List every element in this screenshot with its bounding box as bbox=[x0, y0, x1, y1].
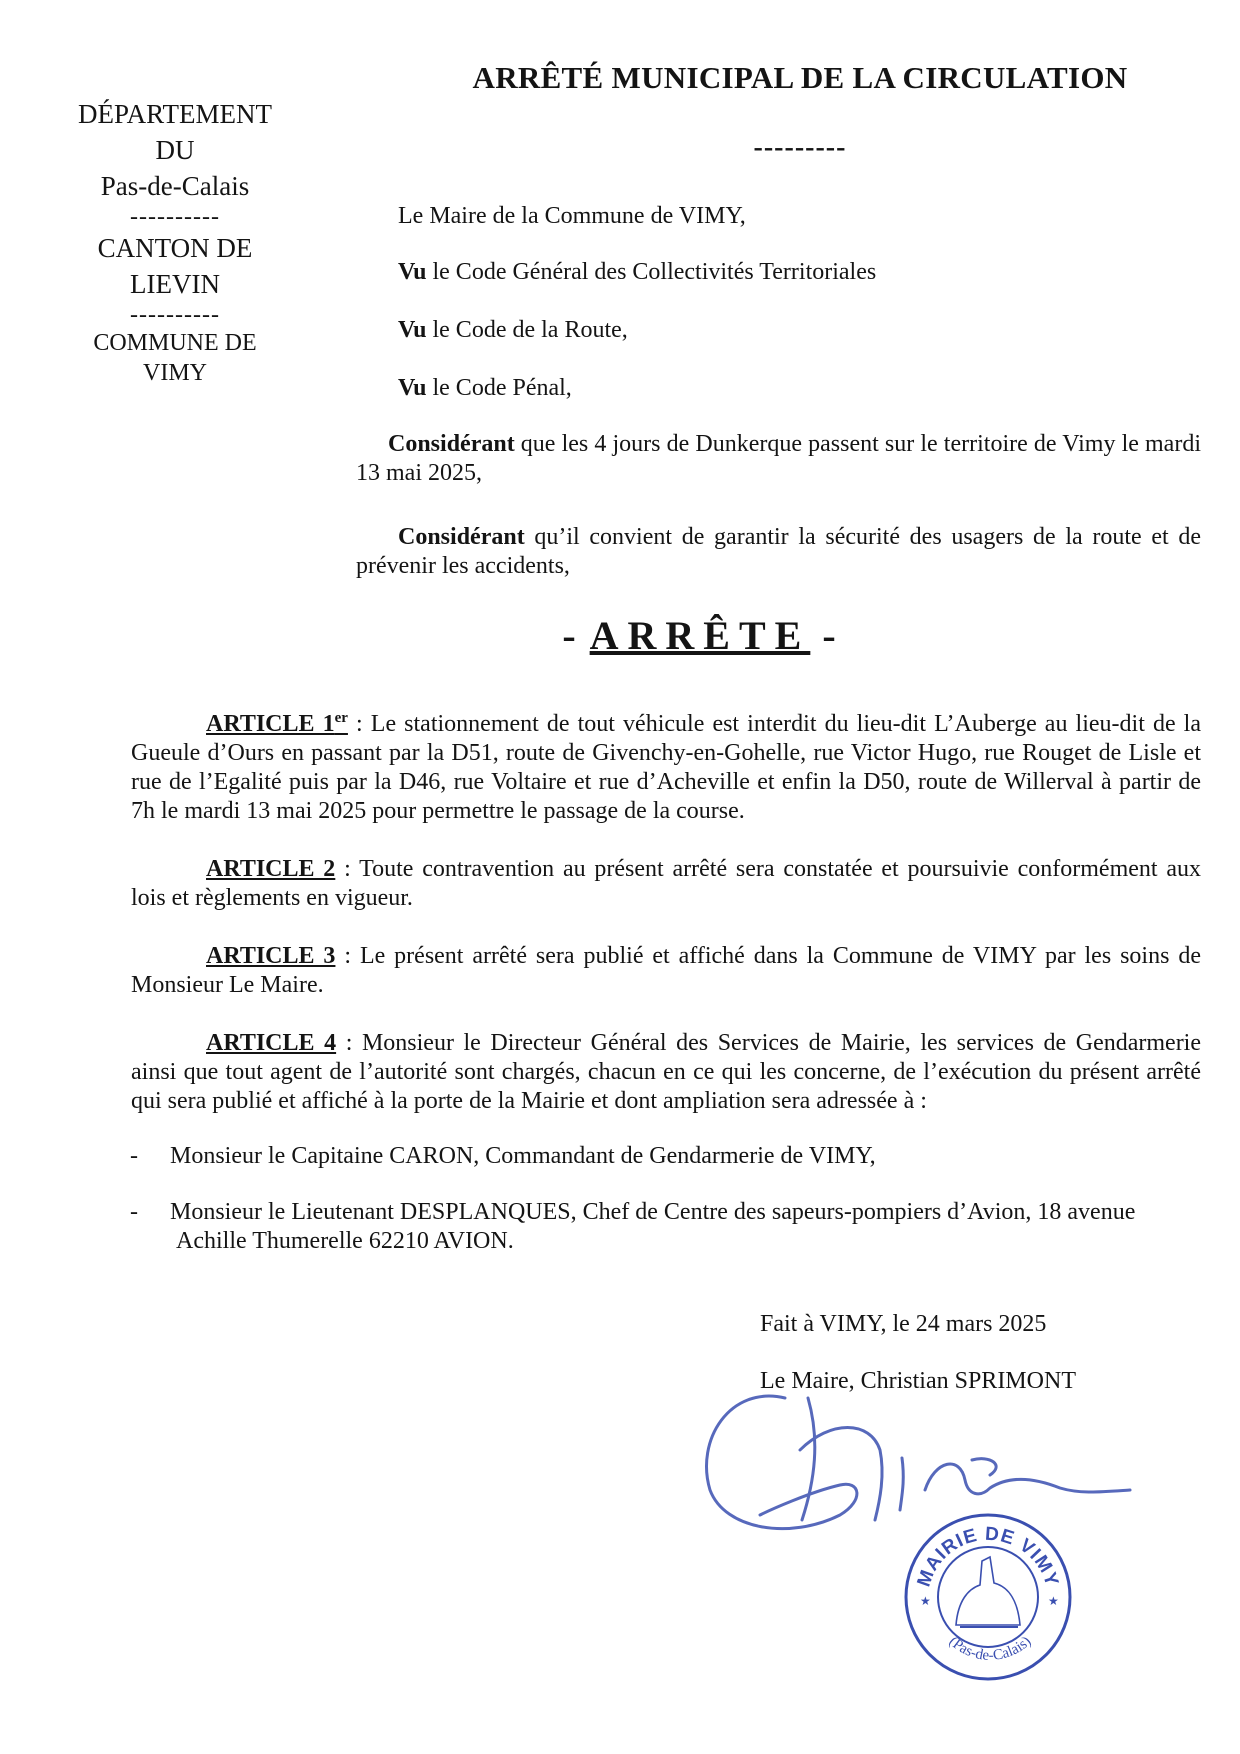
vu-line: Vu le Code Général des Collectivités Territoriales bbox=[398, 259, 877, 285]
commune-name: VIMY bbox=[143, 360, 207, 386]
article-3: ARTICLE 3 : Le présent arrêté sera publié et affiché dans la Commune de VIMY par les soins de Monsieur Le Maire. bbox=[131, 943, 1202, 998]
arrete-heading: - ARRÊTE - bbox=[562, 613, 838, 658]
recipient-item-continued: Achille Thumerelle 62210 AVION. bbox=[176, 1228, 514, 1254]
department-du: DU bbox=[155, 135, 195, 165]
list-bullet: - bbox=[130, 1199, 138, 1225]
svg-text:(Pas-de-Calais): (Pas-de-Calais) bbox=[945, 1633, 1035, 1664]
recipient-item: Monsieur le Capitaine CARON, Commandant de Gendarmerie de VIMY, bbox=[170, 1143, 876, 1169]
commune-label: COMMUNE DE bbox=[93, 330, 257, 356]
intro-line: Le Maire de la Commune de VIMY, bbox=[398, 203, 746, 229]
document-title: ARRÊTÉ MUNICIPAL DE LA CIRCULATION bbox=[472, 60, 1128, 95]
article-2: ARTICLE 2 : Toute contravention au présent arrêté sera constatée et poursuivie conformément aux lois et règlements en vigueur. bbox=[131, 856, 1202, 911]
canton-label: CANTON DE bbox=[97, 233, 253, 263]
vu-line: Vu le Code Pénal, bbox=[398, 375, 572, 401]
svg-text:MAIRIE DE VIMY: MAIRIE DE VIMY bbox=[913, 1523, 1063, 1590]
header-separator: ---------- bbox=[130, 302, 220, 328]
considerant-paragraph: Considérant qu’il convient de garantir la sécurité des usagers de la route et de prévenir les accidents, bbox=[356, 524, 1201, 579]
title-separator: --------- bbox=[753, 132, 847, 163]
department-name: Pas-de-Calais bbox=[100, 171, 250, 201]
place-date: Fait à VIMY, le 24 mars 2025 bbox=[760, 1311, 1047, 1337]
svg-text:★: ★ bbox=[920, 1594, 931, 1608]
municipal-seal bbox=[898, 1505, 1078, 1685]
signatory: Le Maire, Christian SPRIMONT bbox=[760, 1368, 1076, 1394]
header-separator: ---------- bbox=[130, 204, 220, 230]
svg-text:★: ★ bbox=[1048, 1594, 1059, 1608]
canton-name: LIEVIN bbox=[130, 269, 220, 299]
article-4: ARTICLE 4 : Monsieur le Directeur Général des Services de Mairie, les services de Gendarmerie ainsi que tout agent de l’autorité sont chargés, chacun en ce qui les concerne, de l’exécution du présent arrêté qui sera publié et affiché à la porte de la Mairie et dont ampliation sera adressée à : bbox=[131, 1030, 1202, 1114]
recipient-item: Monsieur le Lieutenant DESPLANQUES, Chef de Centre des sapeurs-pompiers d’Avion, 18 avenue bbox=[170, 1199, 1136, 1225]
list-bullet: - bbox=[130, 1143, 138, 1169]
considerant-paragraph: Considérant que les 4 jours de Dunkerque passent sur le territoire de Vimy le mardi 13 mai 2025, bbox=[356, 431, 1201, 486]
article-1: ARTICLE 1er : Le stationnement de tout véhicule est interdit du lieu-dit L’Auberge au lieu-dit de la Gueule d’Ours en passant par la D51, route de Givenchy-en-Gohelle, rue Victor Hugo, rue Rouget de Lisle et rue de l’Egalité puis par la D46, rue Voltaire et rue d’Acheville et enfin la D50, route de Willerval à partir de 7h le mardi 13 mai 2025 pour permettre le passage de la course. bbox=[131, 710, 1202, 824]
vu-line: Vu le Code de la Route, bbox=[398, 317, 628, 343]
department-label: DÉPARTEMENT bbox=[78, 99, 272, 129]
administrative-header bbox=[50, 96, 300, 388]
